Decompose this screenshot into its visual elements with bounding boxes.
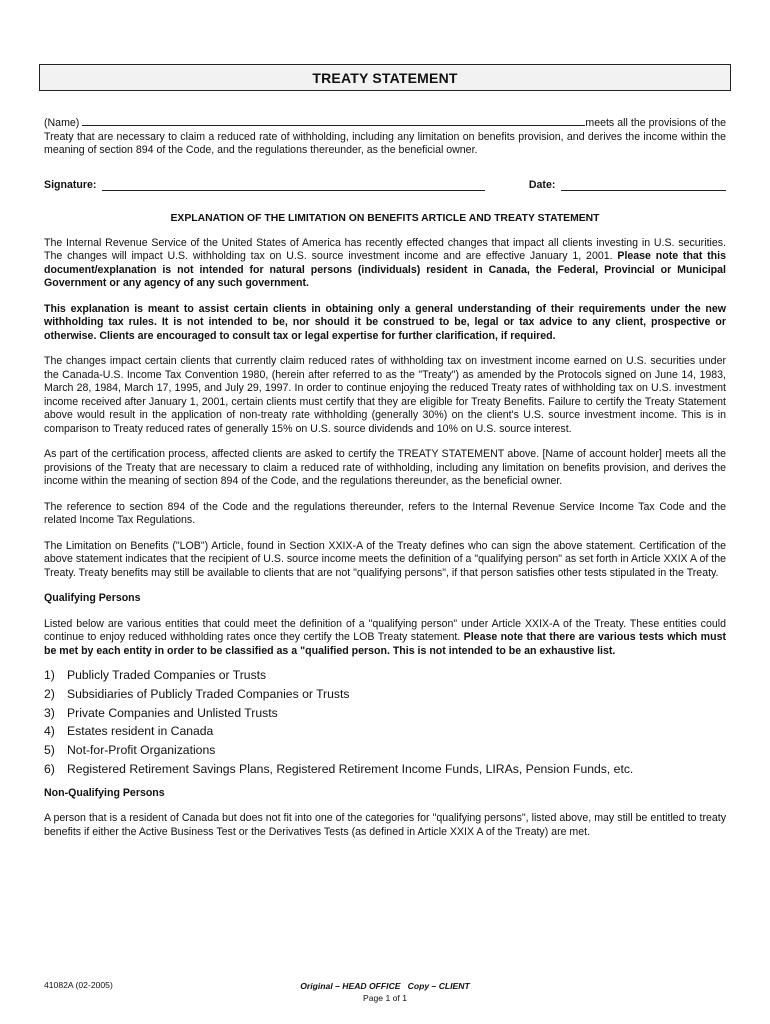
signature-row bbox=[44, 179, 726, 191]
page-number: Page 1 of 1 bbox=[363, 993, 407, 1003]
list-item-text: Private Companies and Unlisted Trusts bbox=[67, 705, 278, 720]
paragraph-qualifying-text: Listed below are various entities that could meet the definition of a "qualifying person" under Article XXIX-A of the Treaty. These entities could continue to enjoy reduced withholding rates once they certify the LOB Treaty statement. bbox=[44, 617, 726, 643]
list-item bbox=[44, 685, 726, 704]
explanation-heading: EXPLANATION OF THE LIMITATION ON BENEFITS ARTICLE AND TREATY STATEMENT bbox=[170, 212, 600, 224]
list-item-number: 6) bbox=[44, 761, 55, 776]
list-item-text: Estates resident in Canada bbox=[67, 724, 214, 739]
paragraph-disclaimer: This explanation is meant to assist certain clients in obtaining only a general understanding of their requirements under the new withholding tax rules. It is not intended to be, nor should it be construed to be, legal or tax advice to any client, prospective or otherwise. Clients are encouraged to consult tax or legal expertise for further clarification, if required. bbox=[44, 302, 726, 342]
signature-field[interactable] bbox=[102, 180, 485, 191]
date-field[interactable] bbox=[561, 180, 726, 191]
list-item bbox=[44, 722, 726, 741]
list-item-text: Registered Retirement Savings Plans, Registered Retirement Income Funds, LIRAs, Pension Funds, etc. bbox=[67, 761, 634, 776]
name-label: (Name) bbox=[44, 117, 80, 129]
copy-distribution: Original – HEAD OFFICE Copy – CLIENT bbox=[300, 981, 470, 991]
paragraph-changes: The changes impact certain clients that currently claim reduced rates of withholding tax on investment income earned on U.S. securities under the Canada-U.S. Income Tax Convention 1980, (herein after referred to as the "Treaty") as amended by the Protocols signed on June 14, 1983, March 28, 1984, March 17, 1995, and July 29, 1997. In order to continue enjoying the reduced Treaty rates of withholding tax on U.S. investment income received after January 1, 2001, certain clients must certify that they are eligible for Treaty Benefits. Failure to certify the Treaty Statement above would result in the application of non-treaty rate withholding (generally 30%) on the client's U.S. source investment income. This is in comparison to Treaty reduced rates of generally 15% on U.S. source dividends and 10% on U.S. source interest. bbox=[44, 355, 726, 435]
document-body bbox=[44, 116, 726, 839]
list-item bbox=[44, 760, 726, 779]
paragraph-lob: The Limitation on Benefits ("LOB") Article, found in Section XXIX-A of the Treaty defines who can sign the above statement. Certification of the above statement indicates that the recipient of U.S. source income meets the definition of a "qualifying person" as set forth in Article XXIX A of the Treaty. Treaty benefits may still be available to clients that are not "qualifying persons", if that person satisfies other tests stipulated in the Treaty. bbox=[44, 539, 726, 579]
form-number: 41082A (02-2005) bbox=[44, 980, 113, 990]
qualifying-heading: Qualifying Persons bbox=[44, 592, 141, 604]
non-qualifying-heading: Non-Qualifying Persons bbox=[44, 786, 165, 799]
footer-center bbox=[240, 980, 530, 1004]
list-item-number: 4) bbox=[44, 724, 55, 739]
paragraph-intro bbox=[44, 237, 726, 291]
list-item-number: 5) bbox=[44, 743, 55, 758]
paragraph-non-qualifying: A person that is a resident of Canada but does not fit into one of the categories for "qualifying persons", listed above, may still be entitled to treaty benefits if either the Active Business Test or the Derivatives Tests (as defined in Article XXIX A of the Treaty) are met. bbox=[44, 812, 726, 838]
title-box bbox=[39, 64, 731, 91]
paragraph-certification: As part of the certification process, affected clients are asked to certify the TREATY STATEMENT above. [Name of account holder] meets all the provisions of the Treaty that are necessary to claim a reduced rate of withholding, including any limitation on benefits provision, and derives the income within the meaning of section 894 of the Code, and the regulations thereunder, as the beneficial owner. bbox=[44, 448, 726, 487]
list-item-number: 2) bbox=[44, 686, 55, 701]
list-item bbox=[44, 741, 726, 760]
paragraph-intro-bold: Please note that this document/explanation is not intended for natural persons (individuals) resident in Canada, the Federal, Provincial or Municipal Government or any agency of any such government. bbox=[44, 250, 726, 289]
treaty-statement bbox=[44, 116, 726, 158]
page-title: TREATY STATEMENT bbox=[312, 69, 458, 86]
date-label: Date: bbox=[528, 178, 556, 191]
list-item bbox=[44, 704, 726, 723]
paragraph-section-894: The reference to section 894 of the Code and the regulations thereunder, refers to the Internal Revenue Service Income Tax Code and the related Income Tax Regulations. bbox=[44, 500, 726, 526]
signature-label: Signature: bbox=[44, 178, 97, 191]
list-item bbox=[44, 666, 726, 685]
statement-rest: the Treaty that are necessary to claim a reduced rate of withholding, including any limitation on benefits provision, and derives the income within the meaning of section 894 of the Code, and the regulations thereunder, as the beneficial owner. bbox=[44, 117, 726, 156]
statement-first-line-tail: meets all the provisions of bbox=[585, 117, 709, 129]
qualifying-list bbox=[44, 666, 726, 779]
paragraph-intro-text: The Internal Revenue Service of the United States of America has recently effected changes that impact all clients investing in U.S. securities. The changes will impact U.S. withholding tax on U.S. source investment income and are effective January 1, 2001. bbox=[44, 236, 726, 262]
list-item-text: Not-for-Profit Organizations bbox=[67, 743, 216, 758]
list-item-number: 1) bbox=[44, 668, 55, 682]
name-field[interactable] bbox=[82, 116, 585, 126]
paragraph-qualifying-bold: Please note that there are various tests which must be met by each entity in order to be classified as a "qualified person. This is not intended to be an exhaustive list. bbox=[44, 631, 726, 657]
list-item-text: Subsidiaries of Publicly Traded Companies or Trusts bbox=[67, 686, 350, 701]
paragraph-qualifying bbox=[44, 618, 726, 659]
list-item-text: Publicly Traded Companies or Trusts bbox=[67, 668, 267, 682]
list-item-number: 3) bbox=[44, 705, 55, 720]
